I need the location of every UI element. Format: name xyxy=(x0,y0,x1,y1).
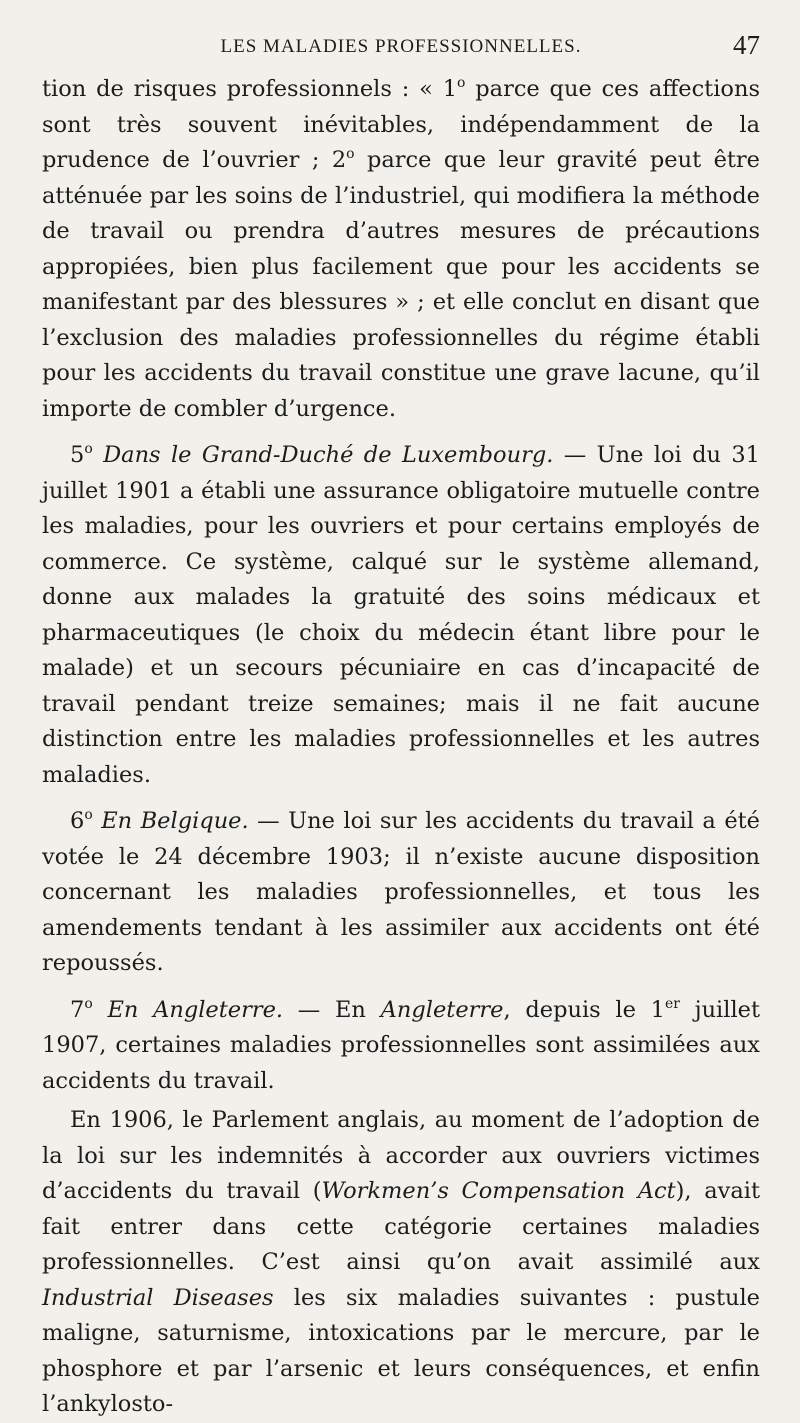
paragraph-parlement-anglais xyxy=(42,1103,760,1423)
running-head xyxy=(42,30,760,62)
text-run: En 1906, le Parlement anglais, au moment de l’adoption de la loi sur les indemnités à accorder aux ouvriers victimes d’accidents du travail ( xyxy=(42,1107,760,1204)
page-number: 47 xyxy=(733,30,760,60)
paragraph-continuation xyxy=(42,72,760,427)
text-run: les six maladies suivantes : pustule maligne, saturnisme, intoxications par le mercure, par le phosphore et par l’arsenic et leurs conséquences, et enfin l’ankylosto- xyxy=(42,1284,760,1417)
superscript-text: o xyxy=(84,806,93,823)
superscript-text: o xyxy=(457,74,466,91)
text-run: tion de risques professionnels : « 1 xyxy=(42,76,458,102)
text-run: parce que ces affections sont très souvent inévitables, indépendamment de la prudence de l’ouvrier ; 2 xyxy=(42,76,760,173)
text-run: parce que leur gravité peut être atténuée par les soins de l’industriel, qui modifiera la méthode de travail ou prendra d’autres mesures de précautions appropiées, bien plus facilement que pour les accidents se manifestant par des blessures » ; et elle conclut en disant que l’exclusion des maladies professionnelles du régime établi pour les accidents du travail constitue une grave lacune, qu’il importe de combler d’urgence. xyxy=(42,147,760,422)
paragraph-angleterre xyxy=(42,993,760,1100)
text-run xyxy=(93,997,108,1023)
superscript-text: o xyxy=(346,145,355,162)
italic-text: Dans le Grand-Duché de Luxembourg. xyxy=(103,442,554,468)
superscript-text: o xyxy=(84,440,93,457)
superscript-text: o xyxy=(84,995,93,1012)
running-title: LES MALADIES PROFESSIONNELLES. xyxy=(220,36,582,57)
italic-text: Industrial Diseases xyxy=(42,1284,274,1311)
paragraph-luxembourg xyxy=(42,438,760,793)
italic-text: En Belgique. xyxy=(101,808,249,834)
text-run: ), avait fait entrer dans cette catégorie certaines maladies professionnelles. C’est ainsi qu’on avait assimilé aux xyxy=(42,1178,760,1275)
text-run: — Une loi sur les accidents du travail a été votée le 24 décembre 1903; il n’existe aucune disposition concernant les maladies professionnelles, et tous les amendements tendant à les assimiler aux accidents ont été repoussés. xyxy=(42,808,760,976)
text-run: 6 xyxy=(70,808,85,834)
text-run: 5 xyxy=(70,442,85,468)
text-run: 7 xyxy=(70,996,85,1023)
paragraph-belgique xyxy=(42,804,760,982)
italic-text: En Angleterre. xyxy=(107,996,284,1023)
text-run xyxy=(93,442,103,468)
italic-text: Workmen’s Compensation Act xyxy=(321,1178,676,1204)
page-body xyxy=(42,72,760,1423)
text-run: — Une loi du 31 juillet 1901 a établi une assurance obligatoire mutuelle contre les maladies, pour les ouvriers et pour certains employés de commerce. Ce système, calqué sur le système allemand, donne aux malades la gratuité des soins médicaux et pharmaceutiques (le choix du médecin étant libre pour le malade) et un secours pécuniaire en cas d’incapacité de travail pendant treize semaines; mais il ne fait aucune distinction entre les maladies professionnelles et les autres maladies. xyxy=(42,442,760,788)
text-run: , depuis le 1 xyxy=(503,996,665,1023)
superscript-text: er xyxy=(664,995,680,1012)
text-run: juillet 1907, certaines maladies professionnelles sont assimilées aux accidents du travail. xyxy=(42,996,760,1094)
italic-text: Angleterre xyxy=(380,996,504,1023)
text-run: — En xyxy=(283,996,381,1023)
text-run xyxy=(93,808,102,834)
